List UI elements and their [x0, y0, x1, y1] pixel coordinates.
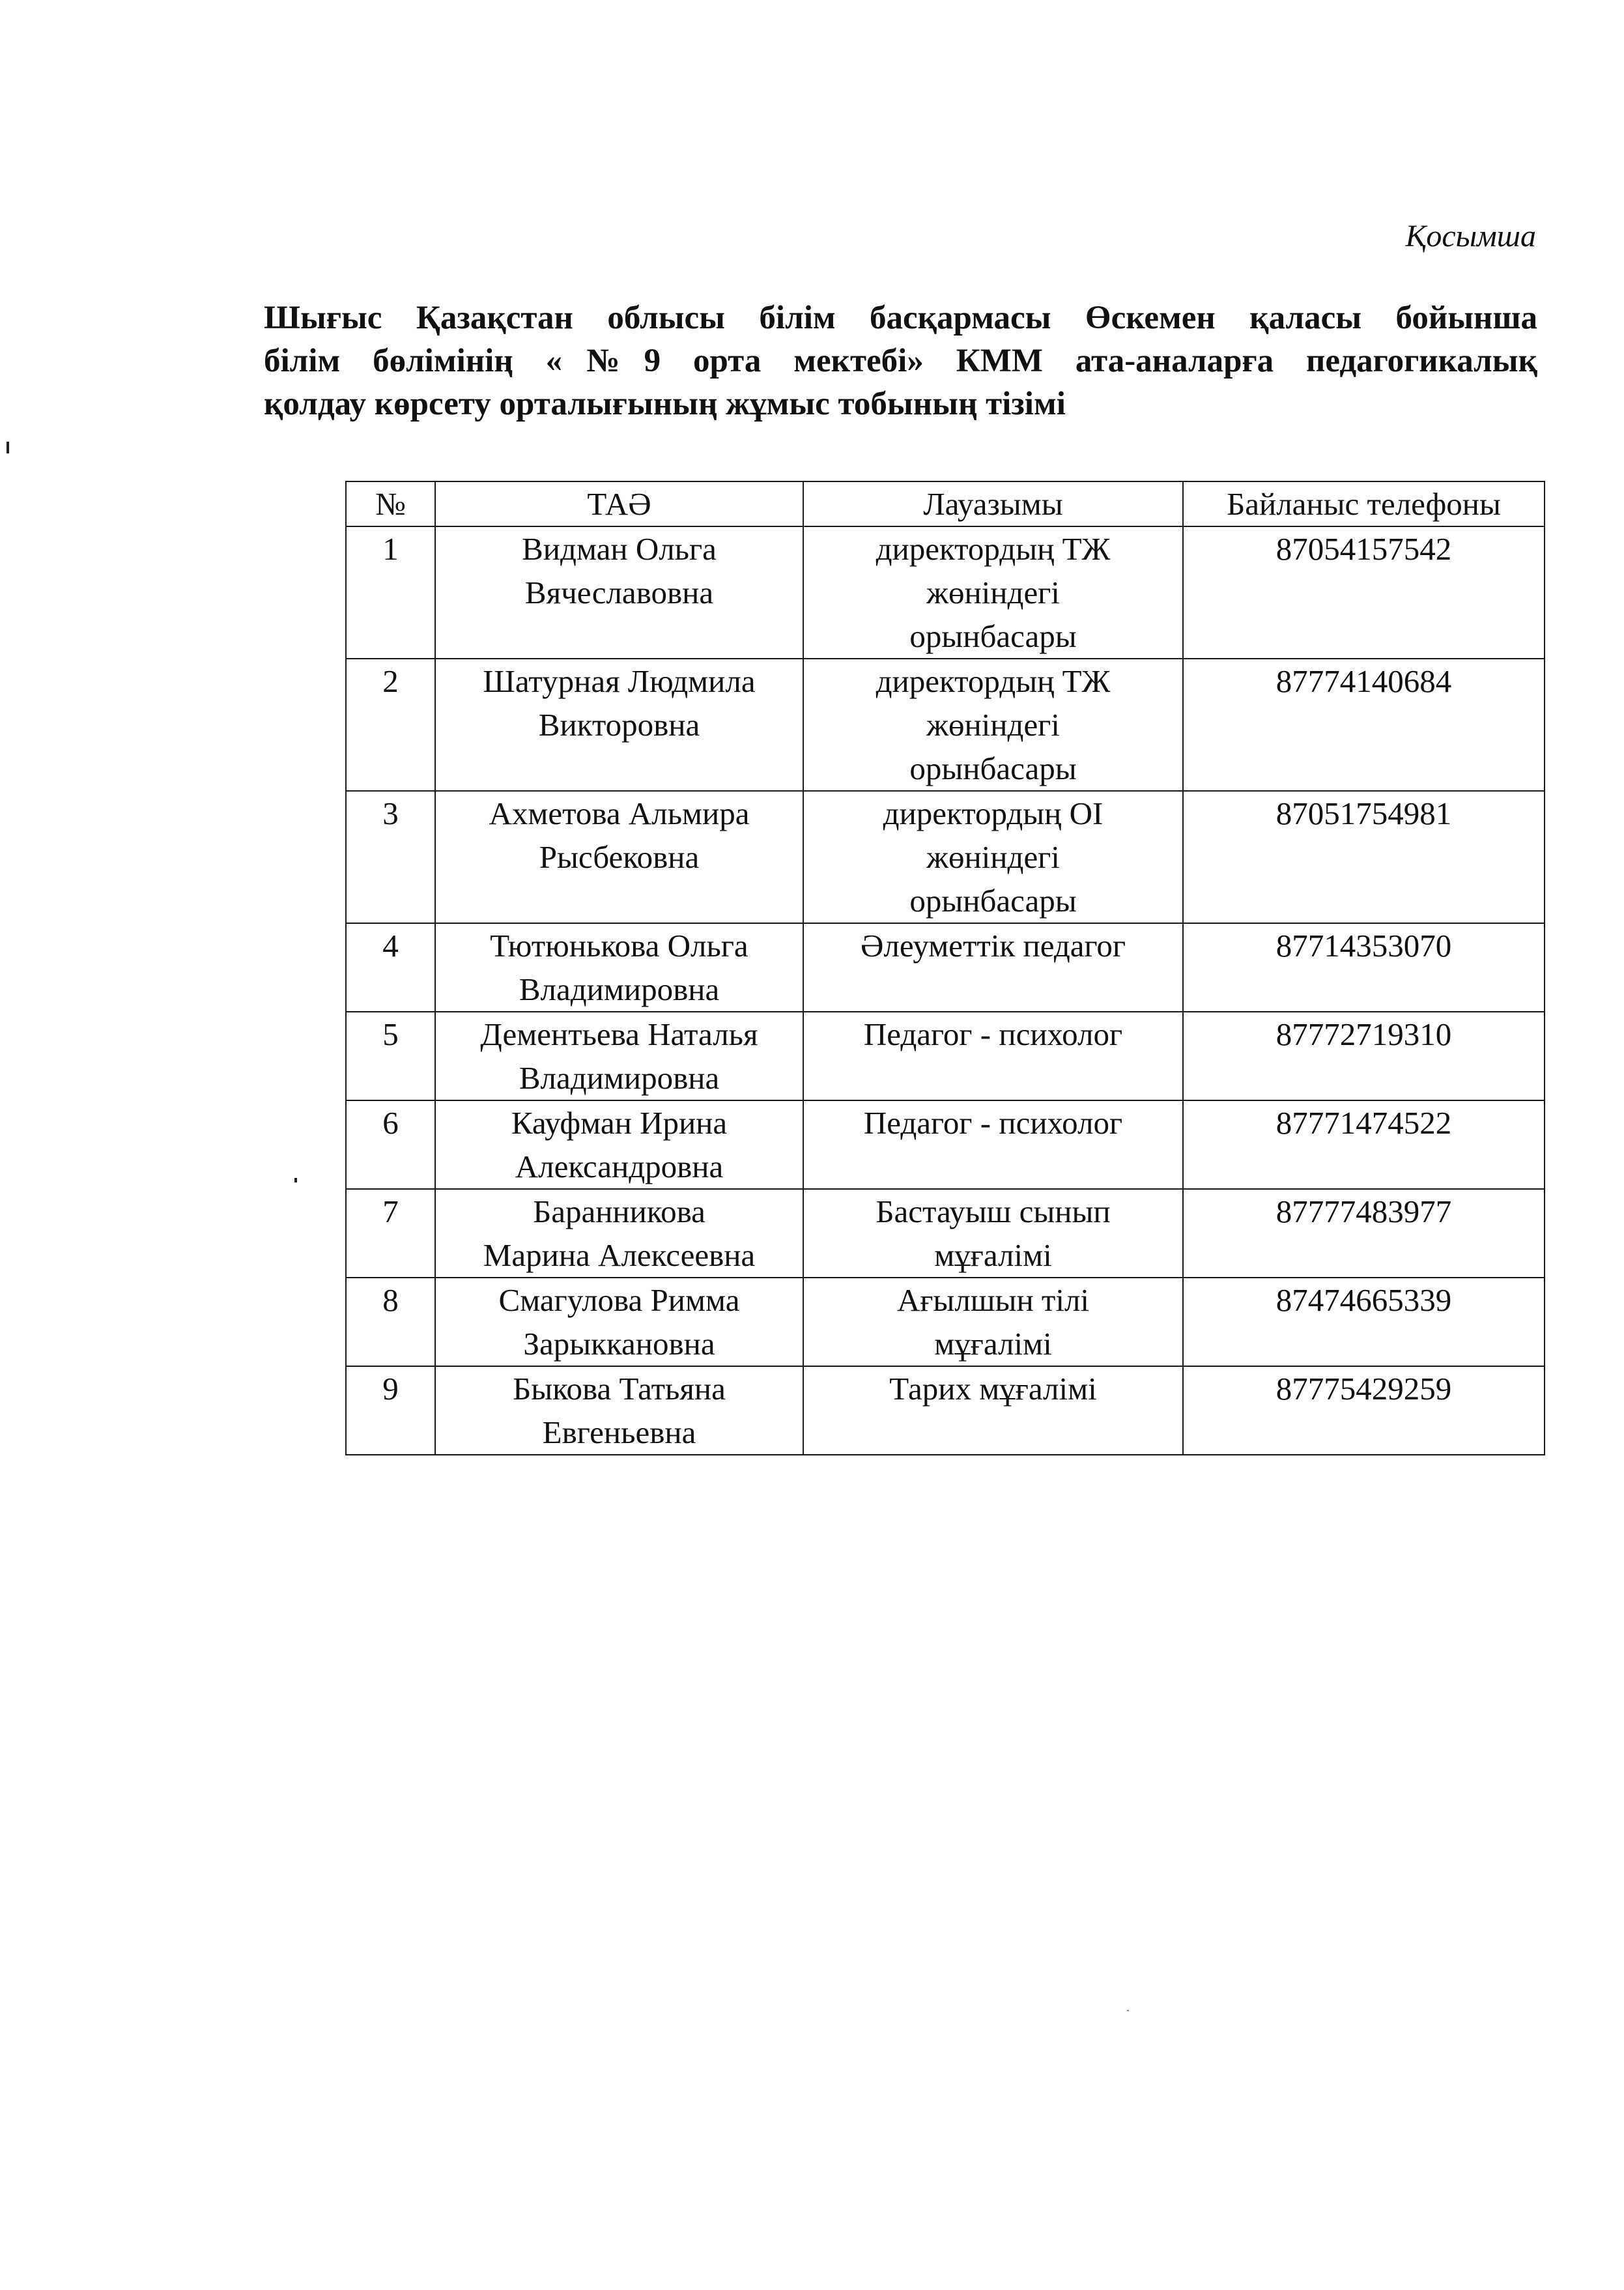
cell-full-name-line: Марина Алексеевна	[483, 1237, 756, 1273]
table-row	[346, 791, 1545, 923]
cell-full-name-line: Тютюнькова Ольга	[490, 928, 748, 964]
cell-position	[803, 1278, 1183, 1366]
heading-line: қолдау көрсету орталығының жұмыс тобының тізімі	[264, 386, 1066, 422]
cell-full-name	[435, 923, 803, 1012]
cell-full-name-line: Ахметова Альмира	[489, 795, 750, 831]
cell-position-line: жөніндегі	[926, 707, 1060, 743]
cell-number: 3	[346, 791, 435, 923]
cell-full-name-line: Видман Ольга	[522, 531, 717, 567]
cell-position-line: Ағылшын тілі	[896, 1282, 1090, 1318]
cell-full-name-line: Зарыккановна	[523, 1326, 715, 1362]
table-row	[346, 659, 1545, 791]
cell-position-line: мұғалімі	[934, 1326, 1052, 1362]
cell-position-line: Педагог - психолог	[863, 1105, 1123, 1141]
table-row	[346, 1012, 1545, 1100]
cell-full-name	[435, 1366, 803, 1455]
cell-number: 2	[346, 659, 435, 791]
cell-number: 9	[346, 1366, 435, 1455]
cell-full-name-line: Смагулова Римма	[498, 1282, 740, 1318]
annex-label: Қосымша	[1405, 219, 1536, 253]
cell-position-line: орынбасары	[909, 751, 1077, 786]
cell-full-name-line: Владимировна	[519, 971, 720, 1007]
cell-position-line: директордың ТЖ	[876, 531, 1111, 567]
table-body	[346, 526, 1545, 1455]
cell-position	[803, 1366, 1183, 1455]
cell-full-name	[435, 791, 803, 923]
header-full-name: ТАӘ	[435, 481, 803, 526]
header-phone: Байланыс телефоны	[1183, 481, 1545, 526]
cell-full-name-line: Евгеньевна	[542, 1414, 696, 1450]
members-table	[345, 481, 1545, 1455]
cell-position-line: жөніндегі	[926, 575, 1060, 610]
cell-number: 7	[346, 1189, 435, 1278]
cell-full-name	[435, 659, 803, 791]
table-header-row	[346, 481, 1545, 526]
table-row	[346, 1366, 1545, 1455]
table-row	[346, 1100, 1545, 1189]
cell-full-name-line: Владимировна	[519, 1060, 720, 1096]
table-row	[346, 1189, 1545, 1278]
cell-position-line: орынбасары	[909, 618, 1077, 654]
cell-position-line: директордың ОІ	[883, 795, 1104, 831]
cell-full-name-line: Александровна	[515, 1149, 724, 1184]
cell-full-name-line: Викторовна	[538, 707, 700, 743]
cell-full-name-line: Шатурная Людмила	[483, 663, 756, 699]
cell-full-name-line: Дементьева Наталья	[480, 1016, 758, 1052]
cell-full-name	[435, 1100, 803, 1189]
cell-phone: 87777483977	[1183, 1189, 1545, 1278]
table-row	[346, 923, 1545, 1012]
cell-phone: 87771474522	[1183, 1100, 1545, 1189]
cell-phone: 87714353070	[1183, 923, 1545, 1012]
scan-speck	[294, 1178, 297, 1182]
cell-position-line: Тарих мұғалімі	[889, 1371, 1097, 1407]
cell-full-name-line: Вячеславовна	[524, 575, 714, 610]
cell-position	[803, 923, 1183, 1012]
scan-speck	[7, 442, 9, 453]
cell-phone: 87774140684	[1183, 659, 1545, 791]
cell-phone: 87474665339	[1183, 1278, 1545, 1366]
cell-full-name-line: Быкова Татьяна	[513, 1371, 726, 1407]
cell-full-name	[435, 1189, 803, 1278]
cell-position-line: Педагог - психолог	[863, 1016, 1123, 1052]
cell-position	[803, 791, 1183, 923]
heading-line: білім бөлімінің «№9 орта мектебі» КММ ата-аналарға педагогикалық	[264, 343, 1537, 379]
cell-full-name	[435, 1012, 803, 1100]
cell-number: 6	[346, 1100, 435, 1189]
cell-number: 5	[346, 1012, 435, 1100]
cell-position-line: жөніндегі	[926, 839, 1060, 875]
cell-phone: 87772719310	[1183, 1012, 1545, 1100]
cell-full-name-line: Рысбековна	[539, 839, 700, 875]
document-heading	[264, 296, 1537, 425]
cell-full-name	[435, 1278, 803, 1366]
cell-position-line: Бастауыш сынып	[876, 1194, 1111, 1229]
cell-position	[803, 1012, 1183, 1100]
cell-position-line: мұғалімі	[934, 1237, 1052, 1273]
cell-full-name-line: Кауфман Ирина	[511, 1105, 728, 1141]
header-number: №	[346, 481, 435, 526]
cell-number: 8	[346, 1278, 435, 1366]
table-row	[346, 526, 1545, 659]
cell-position-line: директордың ТЖ	[876, 663, 1111, 699]
scan-speck	[1127, 2010, 1129, 2011]
cell-number: 1	[346, 526, 435, 659]
cell-number: 4	[346, 923, 435, 1012]
cell-position-line: орынбасары	[909, 883, 1077, 919]
cell-phone: 87775429259	[1183, 1366, 1545, 1455]
cell-phone: 87051754981	[1183, 791, 1545, 923]
cell-position	[803, 1189, 1183, 1278]
cell-phone: 87054157542	[1183, 526, 1545, 659]
cell-position	[803, 659, 1183, 791]
cell-full-name-line: Баранникова	[533, 1194, 705, 1229]
cell-position-line: Әлеуметтік педагог	[861, 928, 1126, 964]
cell-position	[803, 526, 1183, 659]
cell-full-name	[435, 526, 803, 659]
heading-line: Шығыс Қазақстан облысы білім басқармасы Өскемен қаласы бойынша	[264, 300, 1537, 336]
table-row	[346, 1278, 1545, 1366]
cell-position	[803, 1100, 1183, 1189]
header-position: Лауазымы	[803, 481, 1183, 526]
